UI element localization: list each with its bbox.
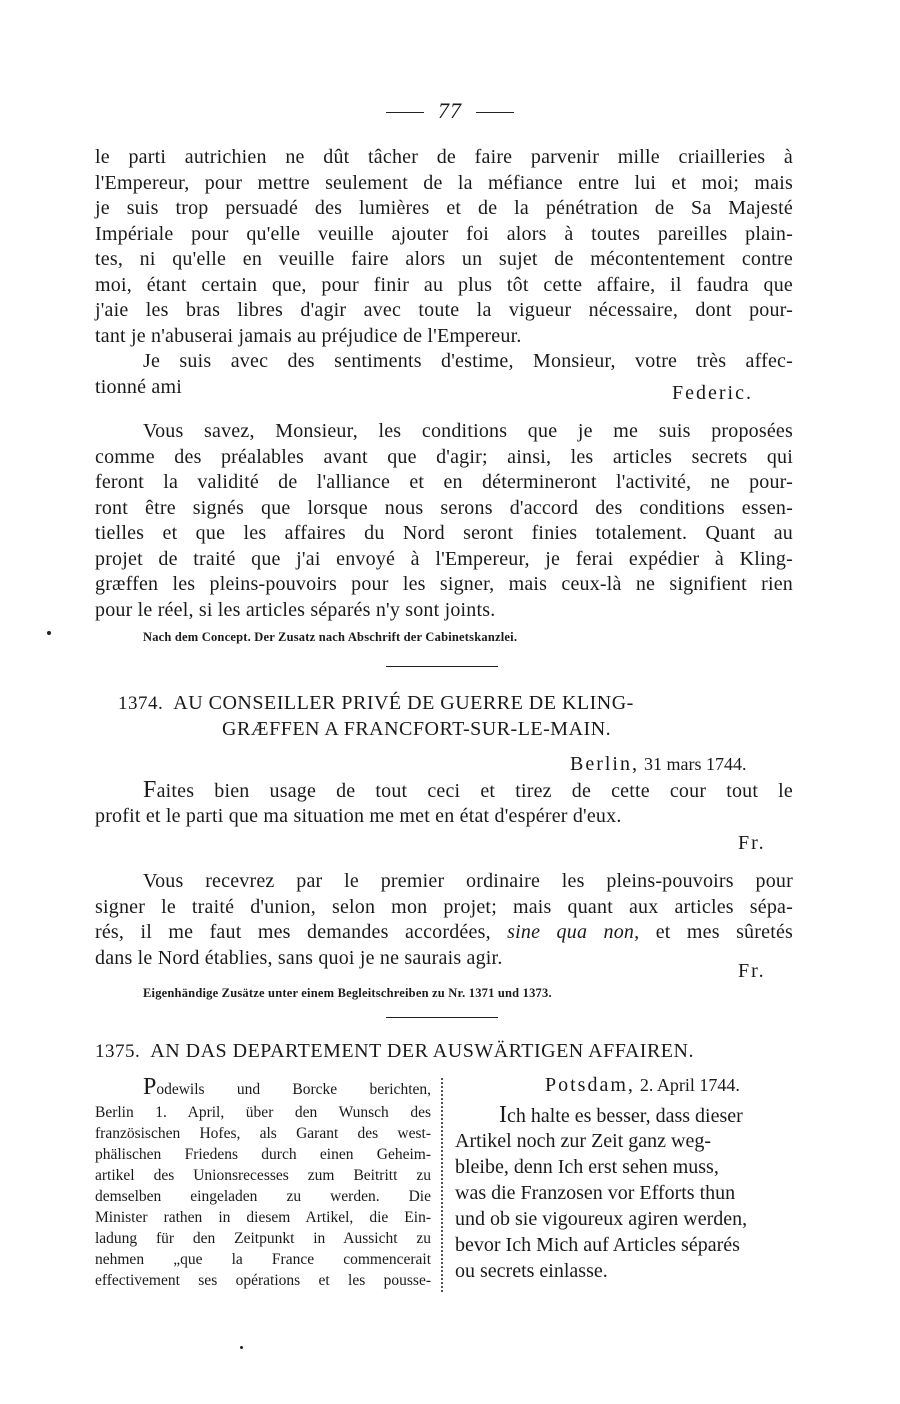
postscript-line: græffen les pleins-pouvoirs pour les signer, mais ceux-là ne signifient rien (95, 573, 793, 595)
dateline (545, 1074, 740, 1097)
summary-line: Minister rathen in diesem Artikel, die Ein- (95, 1209, 431, 1226)
body-line: tes, ni qu'elle en veuille faire alors un sujet de mécontentement contre (95, 248, 793, 270)
letter-heading (118, 692, 634, 715)
postscript-line: tielles et que les affaires du Nord seront finies totalement. Quant au (95, 522, 793, 544)
body-line: profit et le parti que ma situation me met en état d'espérer d'eux. (95, 805, 622, 827)
section-rule (386, 1017, 498, 1018)
page-number (0, 98, 900, 124)
reply-line: bevor Ich Mich auf Articles séparés (455, 1234, 740, 1256)
body-text: aites bien usage de tout ceci et tirez de cette cour tout le (156, 780, 793, 802)
place: Berlin, (570, 753, 639, 775)
reply-line: bleibe, denn Ich erst sehen muss, (455, 1156, 719, 1178)
signature: Federic. (672, 382, 753, 404)
summary-line: nehmen „que la France commencerait (95, 1251, 431, 1268)
closing-line: Je suis avec des sentiments d'estime, Monsieur, votre très affec- (143, 350, 793, 372)
source-note: Eigenhändige Zusätze unter einem Begleitschreiben zu Nr. 1371 und 1373. (143, 986, 552, 1000)
letter-heading (95, 1040, 694, 1063)
reply-line: Artikel noch zur Zeit ganz weg- (455, 1130, 712, 1152)
postscript-line: pour le réel, si les articles séparés n'y sont joints. (95, 599, 496, 621)
date: 2. April 1744. (639, 1075, 740, 1095)
initial: F (143, 777, 157, 803)
body-text: rés, il me faut mes demandes accordées, (95, 921, 491, 943)
heading-line: AU CONSEILLER PRIVÉ DE GUERRE DE KLING- (173, 692, 634, 714)
italic-phrase: sine qua non, (507, 921, 640, 943)
body-line: dans le Nord établies, sans quoi je ne saurais agir. (95, 947, 503, 969)
body-line: Impériale pour qu'elle veuille ajouter foi alors à toutes pareilles plain- (95, 223, 793, 245)
dateline (570, 753, 747, 776)
body-line: le parti autrichien ne dût tâcher de faire parvenir mille criailleries à (95, 146, 793, 168)
body-line (95, 921, 793, 944)
summary-line: artikel des Unionsrecesses zum Beitritt zu (95, 1167, 431, 1184)
body-line: tant je n'abuserai jamais au préjudice de l'Empereur. (95, 325, 522, 347)
body-line (143, 777, 793, 804)
reply-line: was die Franzosen vor Efforts thun (455, 1182, 736, 1204)
postscript-line: ront être signés que lorsque nous serons d'accord des conditions essen- (95, 497, 793, 519)
initial: I (499, 1102, 507, 1128)
body-line: signer le traité d'union, selon mon projet; mais quant aux articles sépa- (95, 896, 793, 918)
summary-line: phälischen Friedens durch einen Geheim- (95, 1146, 431, 1163)
initial: P (143, 1074, 157, 1100)
source-note: Nach dem Concept. Der Zusatz nach Abschrift der Cabinetskanzlei. (143, 630, 518, 644)
print-speck (47, 631, 51, 635)
reply-line: ou secrets einlasse. (455, 1260, 608, 1282)
body-line: l'Empereur, pour mettre seulement de la méfiance entre lui et moi; mais (95, 172, 793, 194)
postscript-line: comme des préalables avant que d'agir; ainsi, les articles secrets qui (95, 446, 793, 468)
body-line: j'aie les bras libres d'agir avec toute la vigueur nécessaire, dont pour- (95, 299, 793, 321)
postscript-line: projet de traité que j'ai envoyé à l'Empereur, je ferai expédier à Kling- (95, 548, 793, 570)
body-text: et mes sûretés (655, 921, 794, 943)
reply-text: ch halte es besser, dass dieser (507, 1105, 743, 1127)
letter-number: 1375. (95, 1041, 141, 1062)
page-number-dash-left (386, 112, 424, 113)
page-number-text: 77 (438, 98, 462, 123)
postscript-line: feront la validité de l'alliance et en détermineront l'activité, ne pour- (95, 471, 793, 493)
summary-line: effectivement ses opérations et les pousse- (95, 1272, 431, 1289)
body-line: moi, étant certain que, pour finir au plus tôt cette affaire, il faudra que (95, 274, 793, 296)
summary-line: Berlin 1. April, über den Wunsch des (95, 1104, 431, 1121)
body-line: Vous recevrez par le premier ordinaire les pleins-pouvoirs pour (143, 870, 793, 892)
reply-line: und ob sie vigoureux agiren werden, (455, 1208, 748, 1230)
section-rule (386, 666, 498, 667)
summary-line: ladung für den Zeitpunkt in Aussicht zu (95, 1230, 431, 1247)
body-line: je suis trop persuadé des lumières et de la pénétration de Sa Majesté (95, 197, 793, 219)
place: Potsdam, (545, 1074, 635, 1096)
signature: Fr. (738, 960, 766, 982)
reply-line (499, 1102, 743, 1129)
letter-number: 1374. (118, 693, 164, 714)
column-divider (441, 1078, 443, 1292)
closing-line: tionné ami (95, 376, 182, 398)
heading-line: AN DAS DEPARTEMENT DER AUSWÄRTIGEN AFFAIREN. (150, 1040, 694, 1062)
signature: Fr. (738, 832, 766, 854)
date: 31 mars 1744. (644, 754, 747, 774)
summary-text: odewils und Borcke berichten, (156, 1081, 431, 1098)
summary-line: französischen Hofes, als Garant des west- (95, 1125, 431, 1142)
print-speck (240, 1346, 243, 1349)
summary-line (143, 1074, 431, 1101)
heading-line: GRÆFFEN A FRANCFORT-SUR-LE-MAIN. (222, 718, 612, 740)
summary-line: demselben eingeladen zu werden. Die (95, 1188, 431, 1205)
postscript-line: Vous savez, Monsieur, les conditions que je me suis proposées (143, 420, 793, 442)
page-number-dash-right (476, 112, 514, 113)
